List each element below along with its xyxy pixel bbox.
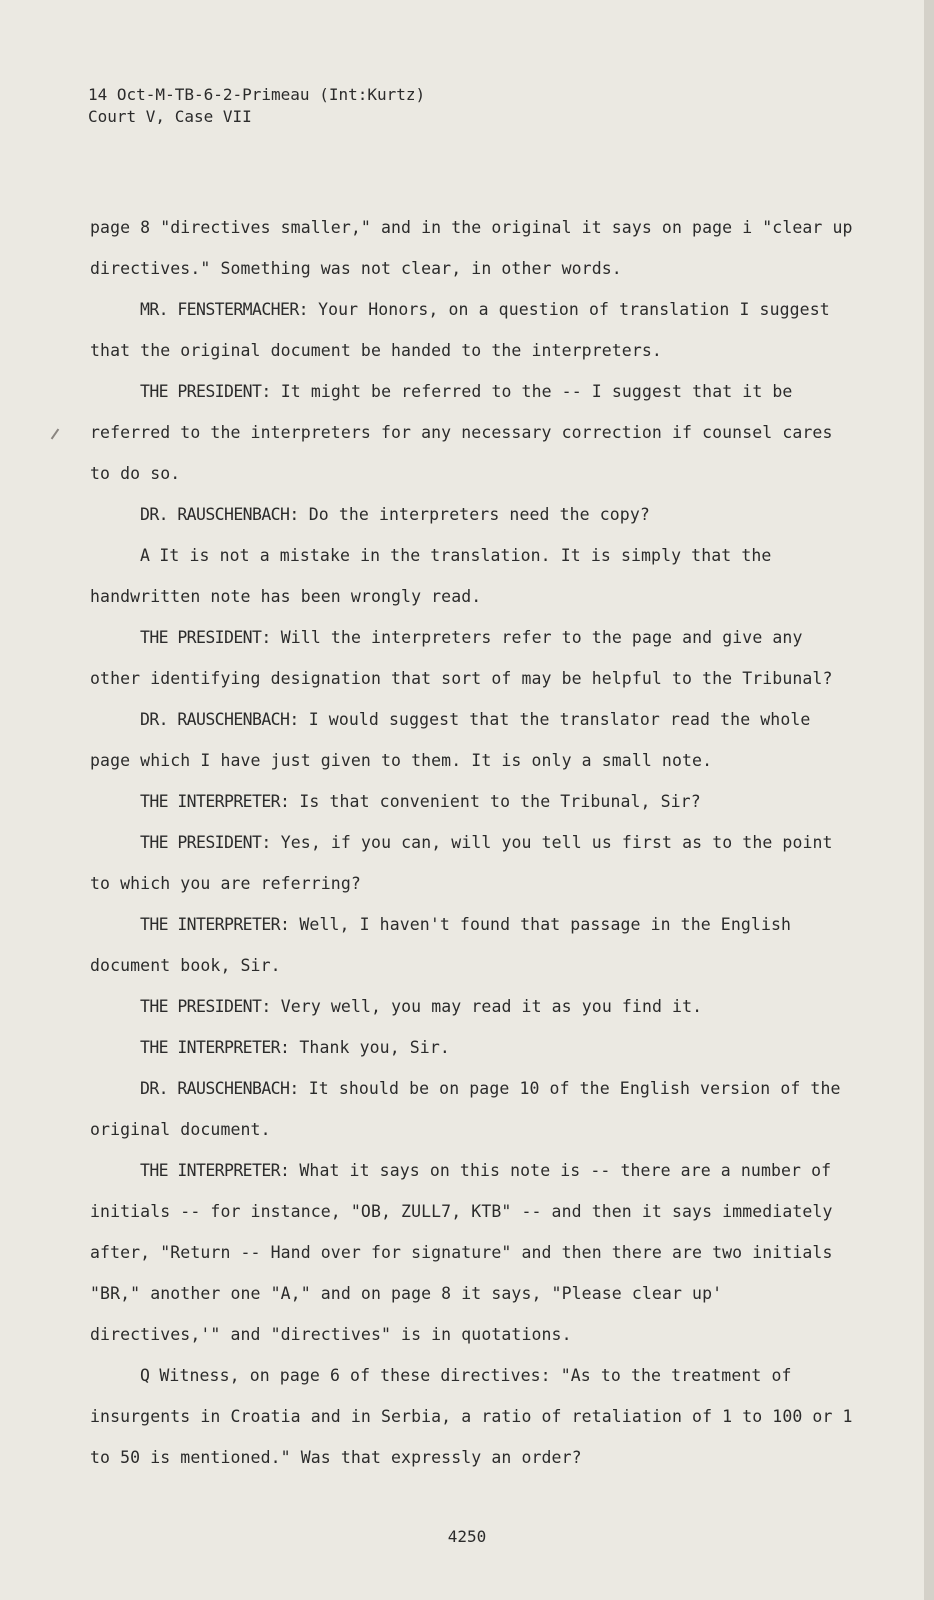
paragraph-text: Will the interpreters refer to the page and give any other identifying designation that sort of may be helpful to the Tribunal? bbox=[90, 628, 833, 688]
paragraph-text: Thank you, Sir. bbox=[299, 1038, 450, 1057]
header-line-1: 14 Oct-M-TB-6-2-Primeau (Int:Kurtz) bbox=[88, 85, 426, 104]
speaker-label: THE PRESIDENT: bbox=[140, 628, 271, 647]
paragraph-text: Do the interpreters need the copy? bbox=[308, 505, 650, 524]
paragraph bbox=[90, 494, 860, 535]
speaker-label: THE PRESIDENT: bbox=[140, 833, 271, 852]
page-number: 4250 bbox=[447, 1527, 487, 1546]
speaker-label: DR. RAUSCHENBACH: bbox=[140, 710, 299, 729]
paragraph bbox=[90, 617, 860, 699]
paragraph bbox=[90, 371, 860, 494]
paragraph bbox=[90, 781, 860, 822]
paragraph bbox=[90, 1150, 860, 1355]
speaker-label: THE INTERPRETER: bbox=[140, 792, 290, 811]
speaker-label: A bbox=[140, 546, 150, 565]
paragraph-text: page 8 "directives smaller," and in the original it says on page i "clear up directives." Something was not clear, in other words. bbox=[90, 218, 853, 278]
speaker-label: DR. RAUSCHENBACH: bbox=[140, 1079, 299, 1098]
paragraph bbox=[90, 1027, 860, 1068]
paragraph bbox=[90, 207, 860, 289]
paragraph bbox=[90, 1068, 860, 1150]
paragraph bbox=[90, 822, 860, 904]
speaker-label: THE INTERPRETER: bbox=[140, 1038, 290, 1057]
paragraph-text: Very well, you may read it as you find it. bbox=[280, 997, 703, 1016]
paragraph bbox=[90, 986, 860, 1027]
speaker-label: THE INTERPRETER: bbox=[140, 915, 290, 934]
speaker-label: Q bbox=[140, 1366, 150, 1385]
paragraph bbox=[90, 699, 860, 781]
paragraph-text: Your Honors, on a question of translation I suggest that the original document be handed to the interpreters. bbox=[90, 300, 830, 360]
paragraph bbox=[90, 289, 860, 371]
speaker-label: THE PRESIDENT: bbox=[140, 997, 271, 1016]
paragraph bbox=[90, 904, 860, 986]
paragraph-text: It might be referred to the -- I suggest that it be referred to the interpreters for any necessary correction if counsel cares to do so. bbox=[90, 382, 833, 483]
paragraph-text: I would suggest that the translator read the whole page which I have just given to them. It is only a small note. bbox=[90, 710, 811, 770]
paragraph-text: Yes, if you can, will you tell us first as to the point to which you are referring? bbox=[90, 833, 833, 893]
paragraph bbox=[90, 1355, 860, 1478]
speaker-label: THE PRESIDENT: bbox=[140, 382, 271, 401]
paragraph-text: Is that convenient to the Tribunal, Sir? bbox=[299, 792, 701, 811]
margin-mark bbox=[51, 429, 60, 440]
speaker-label: DR. RAUSCHENBACH: bbox=[140, 505, 299, 524]
paragraph-text: Witness, on page 6 of these directives: "As to the treatment of insurgents in Croatia and in Serbia, a ratio of retaliation of 1 to 100 or 1 to 50 is mentioned." Was that expressly an order? bbox=[90, 1366, 853, 1467]
speaker-label: THE INTERPRETER: bbox=[140, 1161, 290, 1180]
paragraph bbox=[90, 535, 860, 617]
paragraph-text: It should be on page 10 of the English version of the original document. bbox=[90, 1079, 841, 1139]
transcript-body bbox=[90, 207, 860, 1478]
paragraph-text: It is not a mistake in the translation. It is simply that the handwritten note has been wrongly read. bbox=[90, 546, 772, 606]
paragraph-text: What it says on this note is -- there are a number of initials -- for instance, "OB, ZULL7, KTB" -- and then it says immediately after, "Return -- Hand over for signature" and then there are two initials "BR," another one "A," and on page 8 it says, "Please clear up' directives,'" and "directives" is in quotations. bbox=[90, 1161, 833, 1344]
header-line-2: Court V, Case VII bbox=[88, 107, 252, 126]
paragraph-text: Well, I haven't found that passage in the English document book, Sir. bbox=[90, 915, 792, 975]
document-header bbox=[88, 84, 425, 128]
speaker-label: MR. FENSTERMACHER: bbox=[140, 300, 309, 319]
